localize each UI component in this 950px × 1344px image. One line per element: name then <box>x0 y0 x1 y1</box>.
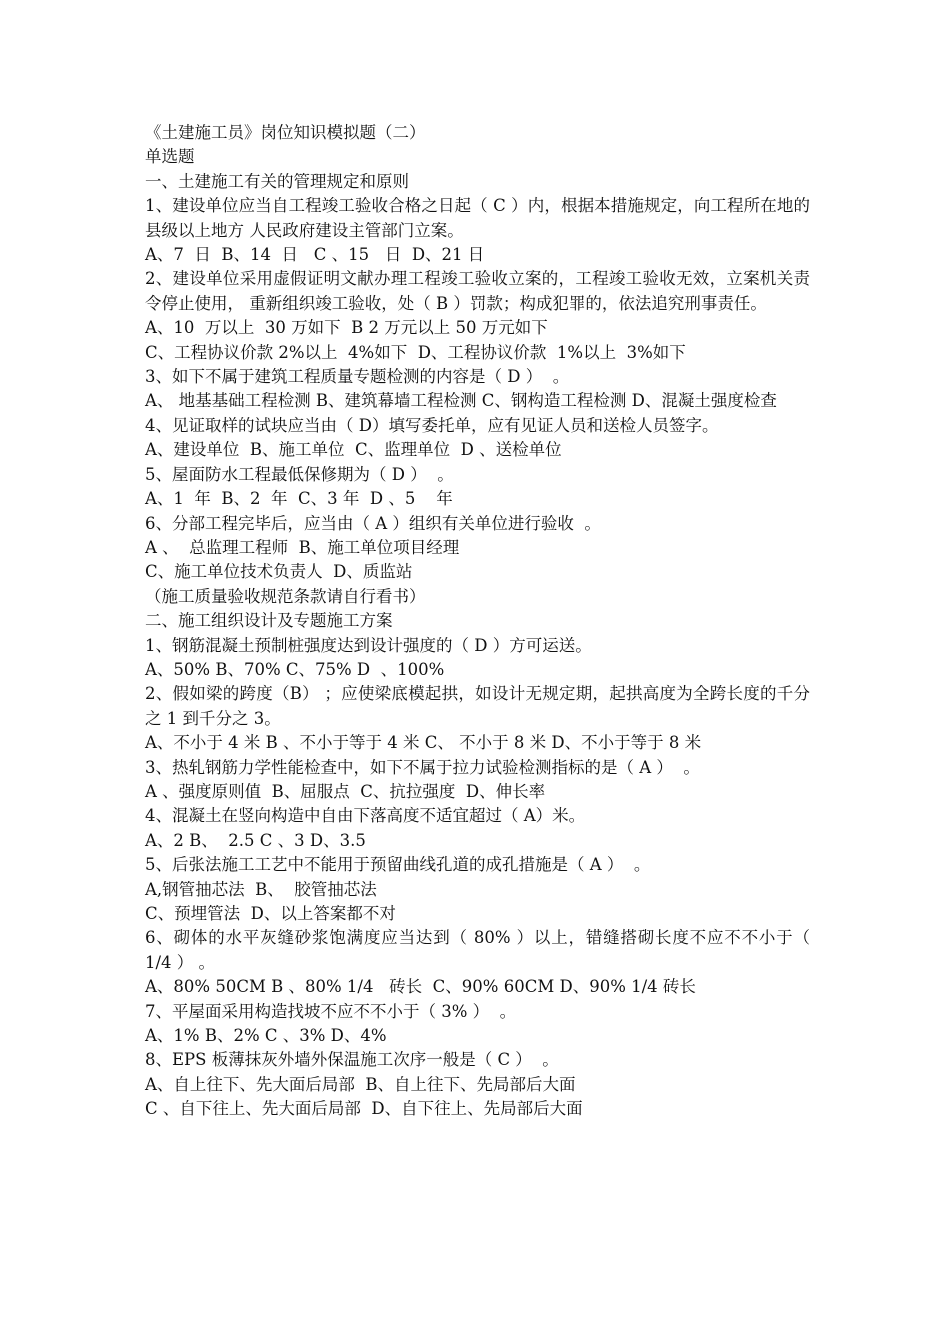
question-stem: 5、屋面防水工程最低保修期为（ D ） 。 <box>145 464 454 484</box>
question-stem: 3、如下不属于建筑工程质量专题检测的内容是（ D ） 。 <box>145 367 570 387</box>
question-stem: 5、后张法施工工艺中不能用于预留曲线孔道的成孔措施是（ A ） 。 <box>145 855 651 875</box>
part2-heading: 二、施工组织设计及专题施工方案 <box>145 611 393 631</box>
question-options: C、预埋管法 D、以上答案都不对 <box>145 904 396 923</box>
question-stem: 1、钢筋混凝土预制桩强度达到设计强度的（ D ）方可运送。 <box>145 635 592 655</box>
part1-note: （施工质量验收规范条款请自行看书） <box>145 586 426 606</box>
question-options: A、10 万以上 30 万如下 B 2 万元以上 50 万元如下 <box>145 318 548 338</box>
question-options: C 、自下往上、先大面后局部 D、自下往上、先局部后大面 <box>145 1099 583 1119</box>
question-stem: 6、分部工程完毕后，应当由（ A ）组织有关单位进行验收 。 <box>145 513 601 533</box>
question-options: A 、强度原则值 B、屈服点 C、抗拉强度 D、伸长率 <box>145 781 546 801</box>
question-options: C、施工单位技术负责人 D、质监站 <box>145 562 413 582</box>
question-stem: 1、建设单位应当自工程竣工验收合格之日起（ C ）内，根据本措施规定，向工程所在地的县级以上地方 人民政府建设主管部门立案。 <box>145 196 810 240</box>
question-options: C、工程协议价款 2%以上 4%如下 D、工程协议价款 1%以上 3%如下 <box>145 342 686 362</box>
question-options: A、建设单位 B、施工单位 C、监理单位 D 、送检单位 <box>145 440 562 460</box>
question-options: A、7 日 B、14 日 C 、15 日 D、21 日 <box>145 245 485 265</box>
question-stem: 2、假如梁的跨度（B） ；应使梁底模起拱，如设计无规定期，起拱高度为全跨长度的千分之 1 到千分之 3。 <box>145 684 810 728</box>
question-options: A,钢管抽芯法 B、 胶管抽芯法 <box>145 879 377 899</box>
question-options: A 、 总监理工程师 B、施工单位项目经理 <box>145 537 460 557</box>
document-page <box>145 121 810 1122</box>
question-stem: 4、混凝土在竖向构造中自由下落高度不适宜超过（ A）米。 <box>145 806 586 826</box>
question-options: A、50% B、70% C、75% D 、100% <box>145 659 445 679</box>
question-options: A、 地基基础工程检测 B、建筑幕墙工程检测 C、钢构造工程检测 D、混凝土强度检查 <box>145 391 777 411</box>
question-stem: 7、平屋面采用构造找坡不应不不小于（ 3% ） 。 <box>145 1001 517 1021</box>
question-options: A、不小于 4 米 B 、不小于等于 4 米 C、 不小于 8 米 D、不小于等于 8 米 <box>145 733 702 753</box>
question-options: A、自上往下、先大面后局部 B、自上往下、先局部后大面 <box>145 1074 576 1094</box>
part1-heading: 一、土建施工有关的管理规定和原则 <box>145 171 409 191</box>
question-options: A、1 年 B、2 年 C、3 年 D 、5 年 <box>145 489 453 509</box>
question-stem: 6、砌体的水平灰缝砂浆饱满度应当达到（ 80% ）以上，错缝搭砌长度不应不不小于（ 1/4 ） 。 <box>145 928 810 972</box>
question-stem: 4、见证取样的试块应当由（ D）填写委托单，应有见证人员和送检人员签字。 <box>145 415 719 435</box>
question-stem: 8、EPS 板薄抹灰外墙外保温施工次序一般是（ C ） 。 <box>145 1050 559 1070</box>
question-options: A、2 B、 2.5 C 、3 D、3.5 <box>145 830 366 850</box>
question-stem: 2、建设单位采用虚假证明文献办理工程竣工验收立案的，工程竣工验收无效，立案机关责令停止使用， 重新组织竣工验收，处（ B ）罚款；构成犯罪的，依法追究刑事责任。 <box>145 269 810 313</box>
question-stem: 3、热轧钢筋力学性能检查中，如下不属于拉力试验检测指标的是（ A ） 。 <box>145 757 700 777</box>
section-type: 单选题 <box>145 147 195 167</box>
document-title: 《土建施工员》岗位知识模拟题（二） <box>145 123 426 142</box>
question-options: A、80% 50CM B 、80% 1/4 砖长 C、90% 60CM D、90% 1/4 砖长 <box>145 977 696 997</box>
question-options: A、1% B、2% C 、3% D、4% <box>145 1026 387 1046</box>
